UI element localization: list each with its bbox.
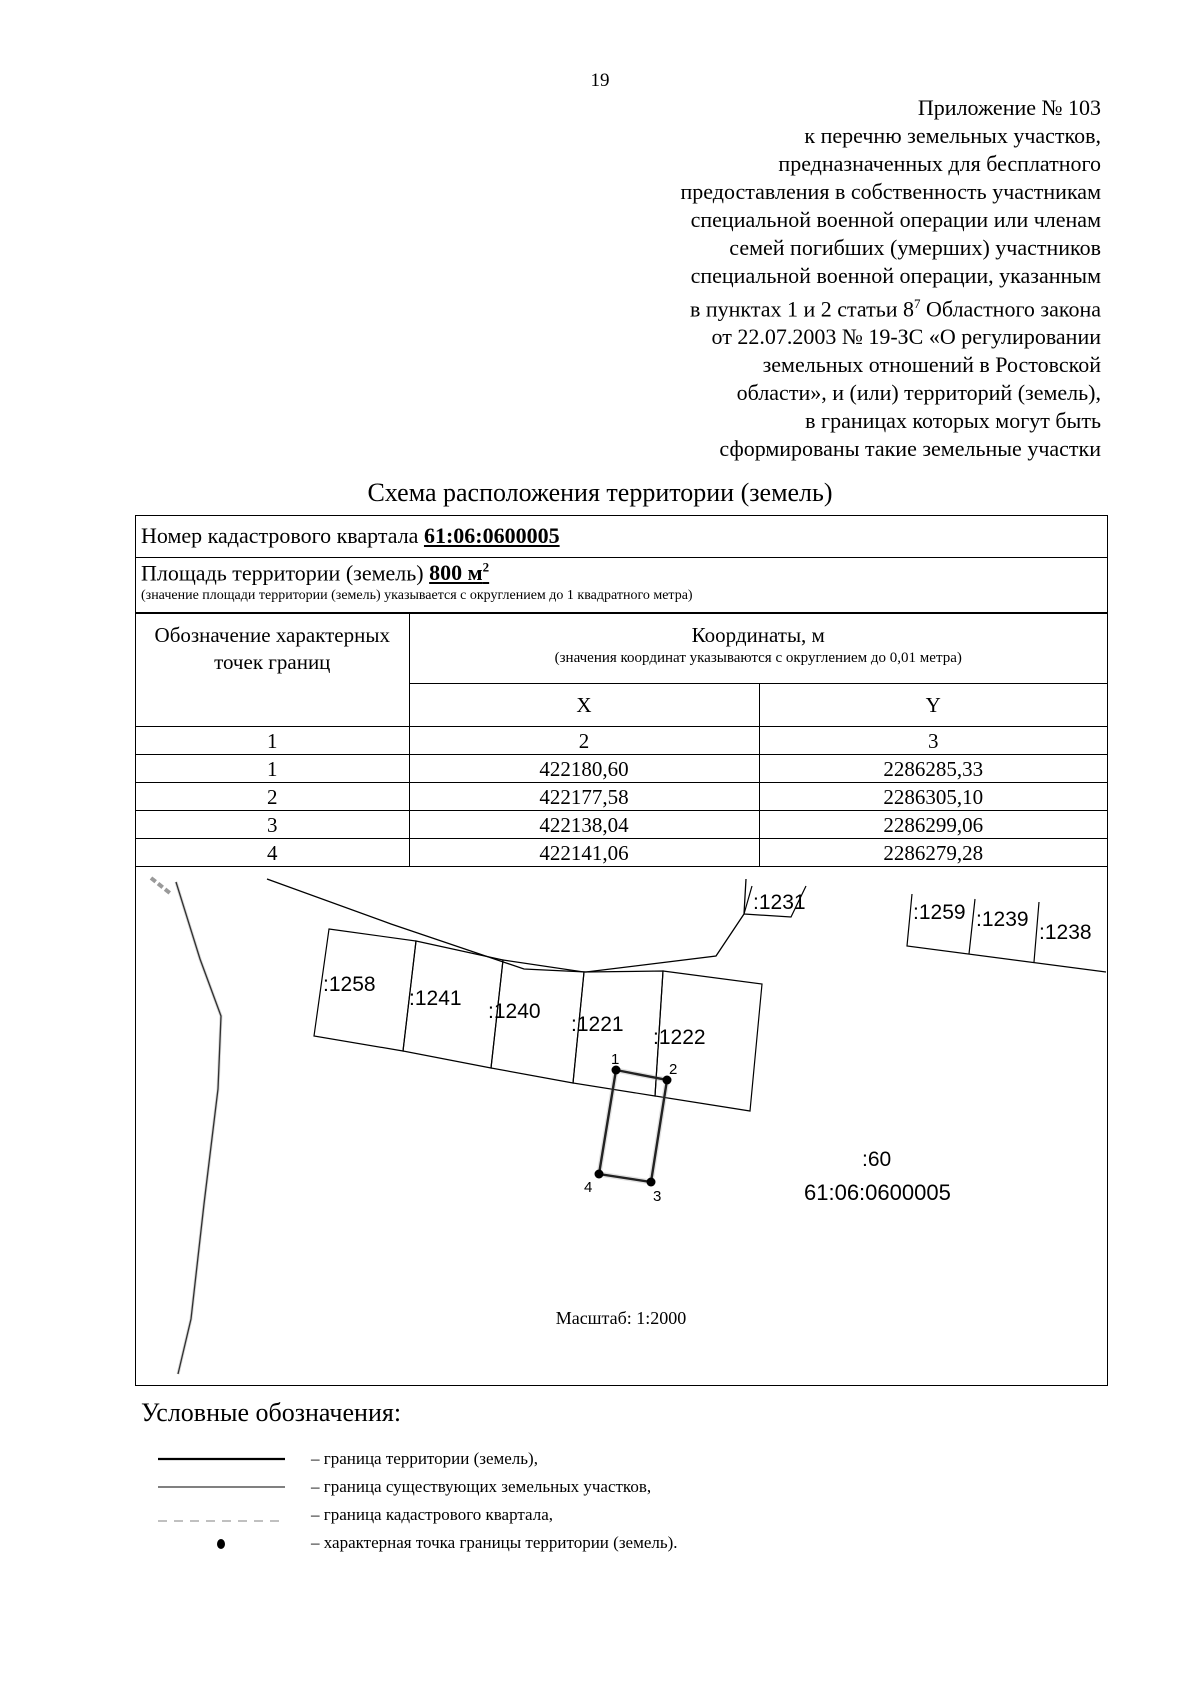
- legend-item: [150, 1473, 950, 1501]
- parcel-label: :1222: [653, 1026, 706, 1049]
- point-label: 3: [653, 1188, 662, 1205]
- quarter-label: 61:06:0600005: [804, 1180, 951, 1205]
- x-header: X: [409, 684, 759, 727]
- scheme-frame: [135, 515, 1108, 1386]
- parcel-label: :1239: [976, 908, 1029, 931]
- x-cell: 422138,04: [409, 811, 759, 839]
- legend-text: – характерная точка границы территории (земель).: [311, 1533, 678, 1552]
- appendix-line: земельных отношений в Ростовской: [762, 352, 1101, 378]
- road-boundary-line: [267, 879, 746, 972]
- coords-header: [409, 614, 1107, 684]
- table-row: [136, 839, 1107, 867]
- boundary-point-3: [647, 1178, 656, 1187]
- y-cell: 2286299,06: [759, 811, 1107, 839]
- y-cell: 2286305,10: [759, 783, 1107, 811]
- document-title: Схема расположения территории (земель): [367, 478, 833, 507]
- article-superscript: 7: [914, 296, 921, 311]
- appendix-line: специальной военной операции, указанным: [690, 263, 1101, 288]
- legend-text: – граница существующих земельных участков,: [311, 1477, 652, 1496]
- legend-item: [150, 1445, 950, 1473]
- parcel-boundary-symbol: [150, 1473, 285, 1501]
- cadastral-map: [136, 874, 1106, 1385]
- y-cell: 2286279,28: [759, 839, 1107, 867]
- index-cell: 3: [759, 727, 1107, 755]
- legend-text: – граница территории (земель),: [311, 1449, 538, 1468]
- appendix-line: сформированы такие земельные участки: [719, 436, 1101, 462]
- parcel-label: :1240: [488, 1000, 541, 1023]
- territory-boundary-shade: [599, 1070, 667, 1182]
- parcel-label: :1231: [753, 891, 806, 914]
- area-label: Площадь территории (земель): [141, 560, 430, 586]
- scale-label: Масштаб: 1:2000: [555, 1308, 687, 1328]
- y-cell: 2286285,33: [759, 755, 1107, 783]
- appendix-header: [581, 94, 1101, 463]
- appendix-article-text: в пунктах 1 и 2 статьи 8: [690, 296, 915, 322]
- point-cell: 2: [136, 783, 409, 811]
- appendix-line: к перечню земельных участков,: [804, 123, 1101, 148]
- index-cell: 1: [136, 727, 409, 755]
- legend-item: [150, 1501, 950, 1529]
- parcel-label: :1221: [571, 1013, 624, 1036]
- road-boundary-line: [176, 882, 221, 1374]
- boundary-point-4: [595, 1170, 604, 1179]
- area-value-text: 800 м: [429, 560, 483, 586]
- area-value: [429, 560, 489, 585]
- territory-boundary-symbol: [150, 1445, 285, 1473]
- page-number: 19: [590, 70, 610, 91]
- parcel-label: :1238: [1039, 921, 1092, 944]
- point-cell: 4: [136, 839, 409, 867]
- legend-item: [150, 1529, 950, 1557]
- col-point-header: Обозначение характерных точек границ: [136, 614, 409, 727]
- appendix-line: семей погибших (умерших) участников: [729, 235, 1101, 260]
- cadastral-quarter-boundary: [151, 878, 171, 894]
- appendix-line: специальной военной операции или членам: [690, 207, 1101, 232]
- x-cell: 422180,60: [409, 755, 759, 783]
- cadastral-label: Номер кадастрового квартала: [141, 523, 424, 548]
- index-cell: 2: [409, 727, 759, 755]
- parcel-label: :1259: [913, 901, 966, 924]
- x-cell: 422141,06: [409, 839, 759, 867]
- table-row: [136, 811, 1107, 839]
- appendix-line: предоставления в собственность участникам: [680, 179, 1101, 204]
- appendix-line: предназначенных для бесплатного: [778, 151, 1101, 176]
- legend-title: Условные обозначения:: [141, 1398, 402, 1427]
- parcel-label: :1258: [323, 973, 376, 996]
- appendix-line-article: [581, 290, 1101, 323]
- point-label: 1: [611, 1051, 620, 1068]
- point-label: 2: [669, 1061, 678, 1078]
- appendix-line: области», и (или) территорий (земель),: [736, 380, 1101, 406]
- table-row: [136, 755, 1107, 783]
- point-cell: 1: [136, 755, 409, 783]
- appendix-article-suffix: Областного закона: [920, 296, 1101, 322]
- point-cell: 3: [136, 811, 409, 839]
- coords-header-title: Координаты, м: [691, 623, 825, 647]
- appendix-line: от 22.07.2003 № 19-ЗС «О регулировании: [711, 324, 1101, 350]
- area-note: (значение площади территории (земель) указывается с округлением до 1 квадратного метра): [141, 588, 693, 604]
- coordinates-table: [136, 613, 1107, 867]
- area-superscript: 2: [482, 560, 490, 575]
- quarter-boundary-symbol: [150, 1501, 285, 1529]
- index-row: [136, 727, 1107, 755]
- parcel-label: :1241: [409, 987, 462, 1010]
- coords-header-note: (значения координат указываются с округлением до 0,01 метра): [554, 650, 962, 666]
- appendix-line: в границах которых могут быть: [805, 408, 1101, 434]
- area-row: [136, 558, 1107, 613]
- cadastral-number: 61:06:0600005: [423, 523, 560, 548]
- cadastral-row: [136, 516, 1107, 558]
- table-row: [136, 783, 1107, 811]
- area-label: :60: [862, 1148, 892, 1171]
- point-label: 4: [584, 1179, 593, 1196]
- x-cell: 422177,58: [409, 783, 759, 811]
- appendix-line: Приложение № 103: [917, 95, 1101, 120]
- boundary-point-symbol: [150, 1529, 285, 1557]
- y-header: Y: [759, 684, 1107, 727]
- legend-text: – граница кадастрового квартала,: [311, 1505, 553, 1524]
